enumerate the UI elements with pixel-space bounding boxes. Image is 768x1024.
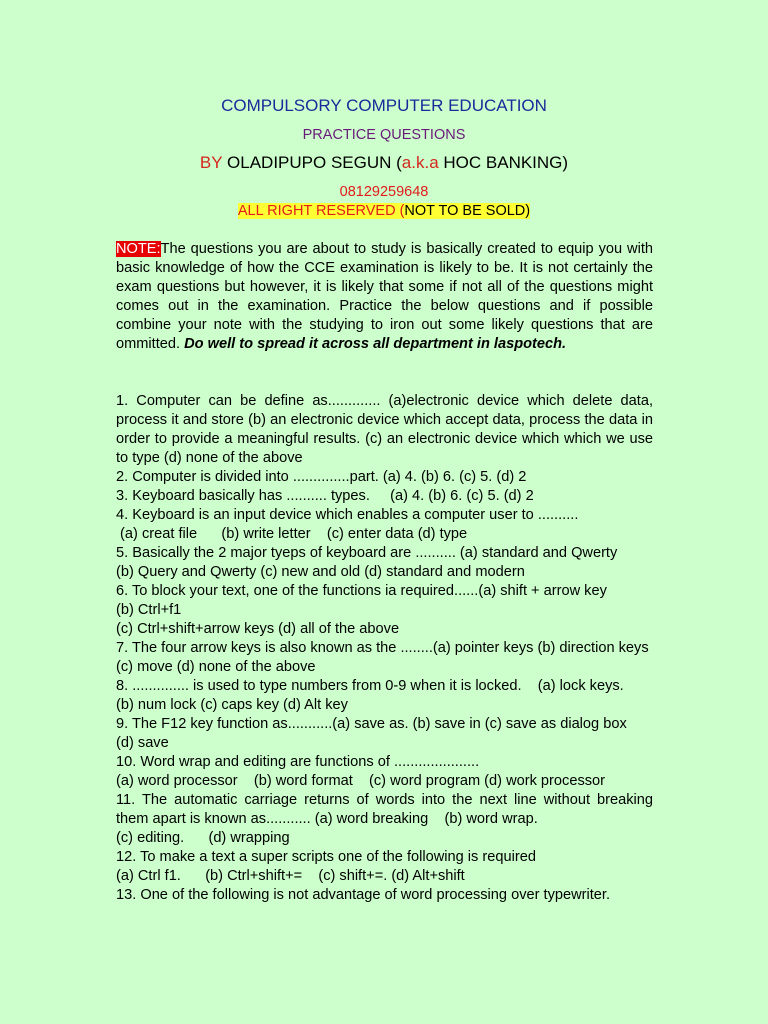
aka-label: a.k.a: [401, 153, 439, 172]
question-11: 11. The automatic carriage returns of words into the next line without breaking them apart is known as........... (a) word breaking (b) word wrap.: [116, 792, 658, 827]
question-4-options: (a) creat file (b) write letter (c) enter data (d) type: [116, 526, 468, 542]
question-2: 2. Computer is divided into ..............part. (a) 4. (b) 6. (c) 5. (d) 2: [116, 469, 527, 485]
question-10: 10. Word wrap and editing are functions of .....................: [116, 754, 480, 770]
document-subtitle: PRACTICE QUESTIONS: [302, 127, 466, 143]
question-7-options: (c) move (d) none of the above: [116, 659, 316, 675]
question-13: 13. One of the following is not advantage of word processing over typewriter.: [116, 887, 611, 903]
question-5-options: (b) Query and Qwerty (c) new and old (d) standard and modern: [116, 564, 525, 580]
note-emphasis: Do well to spread it across all department in laspotech.: [184, 336, 567, 352]
note-paragraph: [116, 240, 653, 354]
question-1: 1. Computer can be define as............. (a)electronic device which delete data, process it and store (b) an electronic device which accept data, process the data in order to provide a meaningful results. (c) an electronic device which which we use to type (d) none of the above: [116, 393, 653, 466]
author-alias: HOC BANKING): [443, 153, 569, 172]
question-10-options: (a) word processor (b) word format (c) word program (d) work processor: [116, 773, 606, 789]
author-line: [0, 153, 768, 173]
question-6-options: (c) Ctrl+shift+arrow keys (d) all of the above: [116, 621, 400, 637]
question-11-options: (c) editing. (d) wrapping: [116, 830, 290, 846]
rights-notice: [0, 203, 768, 219]
question-list: [116, 392, 658, 905]
document-title: COMPULSORY COMPUTER EDUCATION: [221, 96, 547, 115]
question-6-option-b: (b) Ctrl+f1: [116, 602, 182, 618]
by-label: BY: [199, 153, 223, 172]
question-3: 3. Keyboard basically has .......... types. (a) 4. (b) 6. (c) 5. (d) 2: [116, 488, 534, 504]
rights-reserved: ALL RIGHT RESERVED (: [237, 203, 405, 219]
author-name: OLADIPUPO SEGUN (: [227, 153, 402, 172]
question-7: 7. The four arrow keys is also known as the ........(a) pointer keys (b) direction keys: [116, 640, 649, 656]
question-8: 8. .............. is used to type numbers from 0-9 when it is locked. (a) lock keys.: [116, 678, 624, 694]
question-9-option-d: (d) save: [116, 735, 169, 751]
question-9: 9. The F12 key function as...........(a) save as. (b) save in (c) save as dialog box: [116, 716, 627, 732]
question-6: 6. To block your text, one of the functions ia required......(a) shift + arrow key: [116, 583, 607, 599]
question-8-options: (b) num lock (c) caps key (d) Alt key: [116, 697, 348, 713]
note-text: The questions you are about to study is basically created to equip you with basic knowledge of how the CCE examination is likely to be. It is not certainly the exam questions but however, it is likely that some if not all of the questions might comes out in the examination. Practice the below questions and if possible combine your note with the studying to iron out some likely questions that are ommitted.: [116, 241, 653, 352]
question-12: 12. To make a text a super scripts one of the following is required: [116, 849, 536, 865]
not-for-sale: NOT TO BE SOLD): [404, 203, 531, 219]
question-4: 4. Keyboard is an input device which enables a computer user to ..........: [116, 507, 579, 523]
question-5: 5. Basically the 2 major tyeps of keyboard are .......... (a) standard and Qwerty: [116, 545, 618, 561]
question-12-options: (a) Ctrl f1. (b) Ctrl+shift+= (c) shift+=. (d) Alt+shift: [116, 868, 465, 884]
phone-number: 08129259648: [339, 184, 429, 200]
note-label: NOTE:: [116, 241, 161, 257]
